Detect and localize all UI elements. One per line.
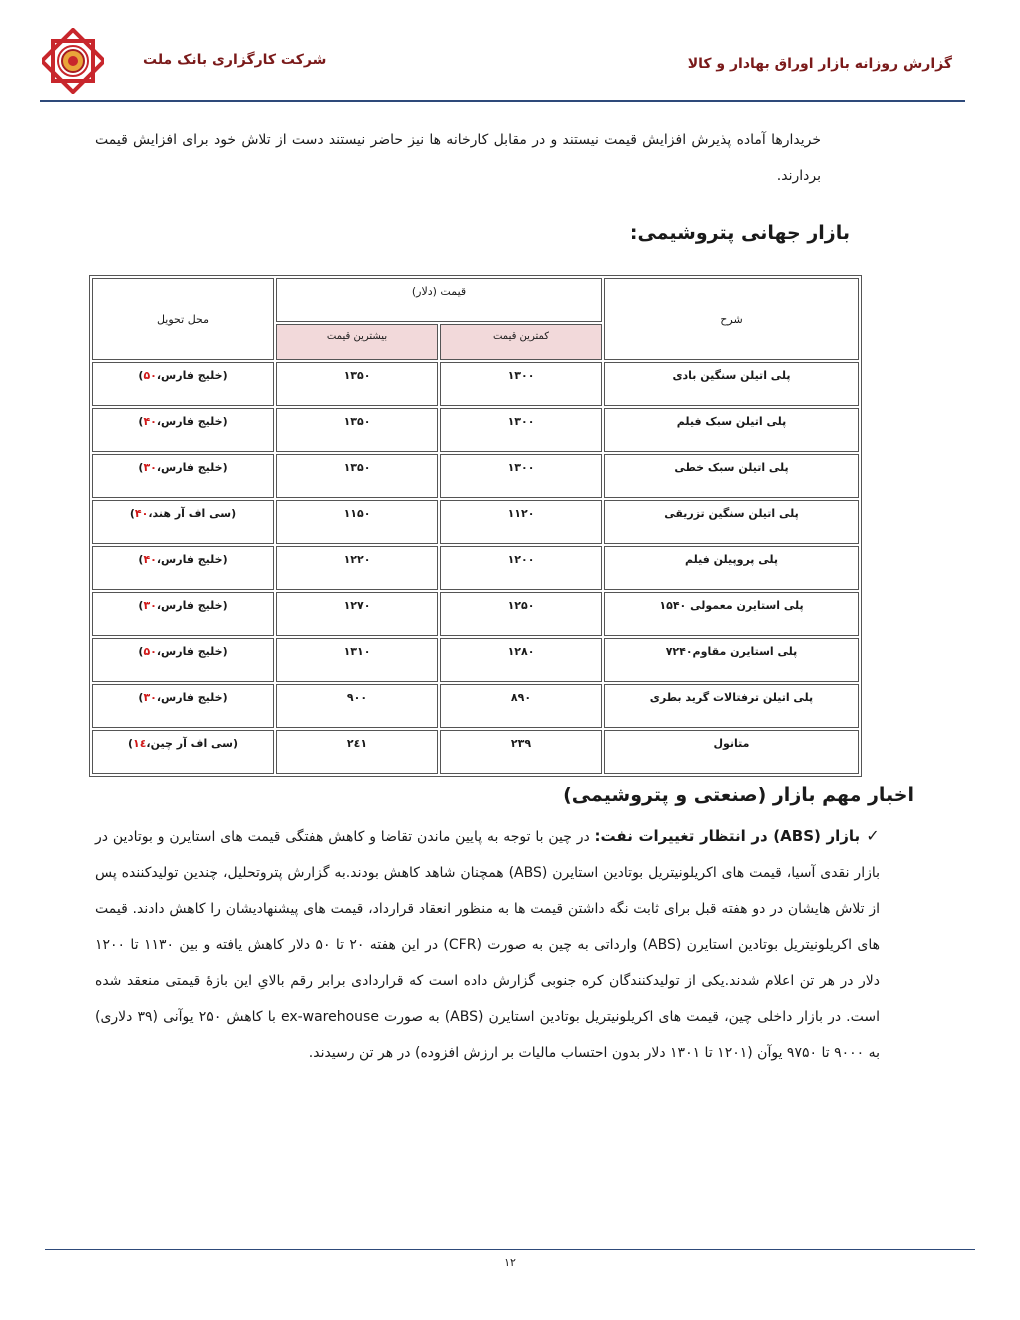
cell-max-price: ۱۳۱۰ [276, 638, 438, 682]
footer-divider [45, 1249, 975, 1250]
cell-delivery: (سی اف آر چین،۱٤) [92, 730, 274, 774]
table-header-row [92, 278, 859, 322]
cell-delivery: (خلیج فارس،۳۰) [92, 454, 274, 498]
cell-max-price: ۱۳۵۰ [276, 362, 438, 406]
cell-min-price: ۱۲۰۰ [440, 546, 602, 590]
bank-mellat-logo-icon [42, 28, 104, 94]
table-row [92, 592, 859, 636]
company-name: شرکت کارگزاری بانک ملت [143, 52, 327, 68]
cell-min-price: ۱۱۲۰ [440, 500, 602, 544]
check-icon: ✓ [866, 826, 880, 845]
cell-description: پلی اتیلن سبک خطی [604, 454, 859, 498]
header-max-price: بیشترین قیمت [276, 324, 438, 360]
cell-min-price: ۱۲۸۰ [440, 638, 602, 682]
cell-delivery: (خلیج فارس،۴۰) [92, 408, 274, 452]
news-item-lead: بازار (ABS) در انتظار تغییرات نفت: [594, 827, 861, 845]
report-title: گزارش روزانه بازار اوراق بهادار و کالا [687, 56, 952, 72]
cell-description: پلی اتیلن ترفتالات گرید بطری [604, 684, 859, 728]
cell-description: پلی استایرن معمولی ۱۵۴۰ [604, 592, 859, 636]
cell-delivery: (خلیج فارس،۵۰) [92, 638, 274, 682]
cell-delivery: (خلیج فارس،۵۰) [92, 362, 274, 406]
cell-min-price: ۸۹۰ [440, 684, 602, 728]
cell-max-price: ۱۱۵۰ [276, 500, 438, 544]
cell-description: پلی اتیلن سبک فیلم [604, 408, 859, 452]
cell-description: پلی استایرن مقاوم۷۲۴۰ [604, 638, 859, 682]
cell-delivery: (خلیج فارس،۴۰) [92, 546, 274, 590]
table-row [92, 684, 859, 728]
page-number: ۱۲ [504, 1256, 516, 1269]
news-item [95, 818, 880, 1071]
table-row [92, 362, 859, 406]
section-title: بازار جهانی پتروشیمی: [629, 222, 850, 244]
cell-delivery: (سی اف آر هند،۴۰) [92, 500, 274, 544]
header-price-group: قیمت (دلار) [276, 278, 602, 322]
cell-description: متانول [604, 730, 859, 774]
table-row [92, 500, 859, 544]
table-row [92, 408, 859, 452]
cell-delivery: (خلیج فارس،۳۰) [92, 684, 274, 728]
table-row [92, 730, 859, 774]
table-row [92, 454, 859, 498]
header-min-price: کمترین قیمت [440, 324, 602, 360]
cell-max-price: ۹۰۰ [276, 684, 438, 728]
intro-paragraph: خریدارها آماده پذیرش افزایش قیمت نیستند و در مقابل کارخانه ها نیز حاضر نیستند دست از تلاش خود برای افزایش قیمت بردارند. [95, 132, 821, 184]
cell-min-price: ۱۳۰۰ [440, 362, 602, 406]
cell-max-price: ۱۳۵۰ [276, 408, 438, 452]
cell-description: پلی پروپیلن فیلم [604, 546, 859, 590]
cell-max-price: ۱۲۷۰ [276, 592, 438, 636]
cell-max-price: ۱۳۵۰ [276, 454, 438, 498]
cell-min-price: ۱۳۰۰ [440, 454, 602, 498]
cell-description: پلی اتیلن سنگین تزریقی [604, 500, 859, 544]
cell-description: پلی اتیلن سنگین بادی [604, 362, 859, 406]
news-section-title: اخبار مهم بازار (صنعتی و پتروشیمی) [563, 784, 914, 806]
table-row [92, 638, 859, 682]
cell-min-price: ۲۳۹ [440, 730, 602, 774]
petrochemical-price-table [89, 275, 862, 777]
cell-delivery: (خلیج فارس،۳۰) [92, 592, 274, 636]
news-item-body: در چین با توجه به پایین ماندن تقاضا و کاهش هفتگی قیمت های استایرن و بوتادین در بازار نقدی آسیا، قیمت های اکریلونیتریل بوتادین استایرن (ABS) همچنان شاهد کاهش بودند.به گزارش پتروتحلیل، چندین تولیدکننده پس از تلاش هایشان در دو هفته قبل برای ثابت نگه داشتن قیمت ها به منظور انعقاد قرارداد، قیمت های پیشنهادیشان را کاهش دادند. قیمت های اکریلونیتریل بوتادین استایرن (ABS) وارداتی به چین به صورت (CFR) در این هفته ۲۰ تا ۵۰ دلار کاهش یافته و بین ۱۱۳۰ تا ۱۲۰۰ دلار در هر تن اعلام شدند.یکی از تولیدکنندگان کره جنوبی گزارش داده است که قراردادی برابر رقم بالایِ این بازهٔ قیمتی منعقد شده است. در بازار داخلی چین، قیمت های اکریلونیتریل بوتادین استایرن (ABS) به صورت ex-warehouse با کاهش ۲۵۰ یوآنی (۳۹ دلاری) به ۹۰۰۰ تا ۹۷۵۰ یوآن (۱۲۰۱ تا ۱۳۰۱ دلار بدون احتساب مالیات بر ارزش افزوده) در هر تن رسیدند. [95, 829, 881, 1061]
cell-max-price: ۲٤۱ [276, 730, 438, 774]
cell-min-price: ۱۲۵۰ [440, 592, 602, 636]
header-description: شرح [604, 278, 859, 360]
header-divider [40, 100, 965, 102]
cell-min-price: ۱۳۰۰ [440, 408, 602, 452]
header-delivery: محل تحویل [92, 278, 274, 360]
cell-max-price: ۱۲۲۰ [276, 546, 438, 590]
table-row [92, 546, 859, 590]
